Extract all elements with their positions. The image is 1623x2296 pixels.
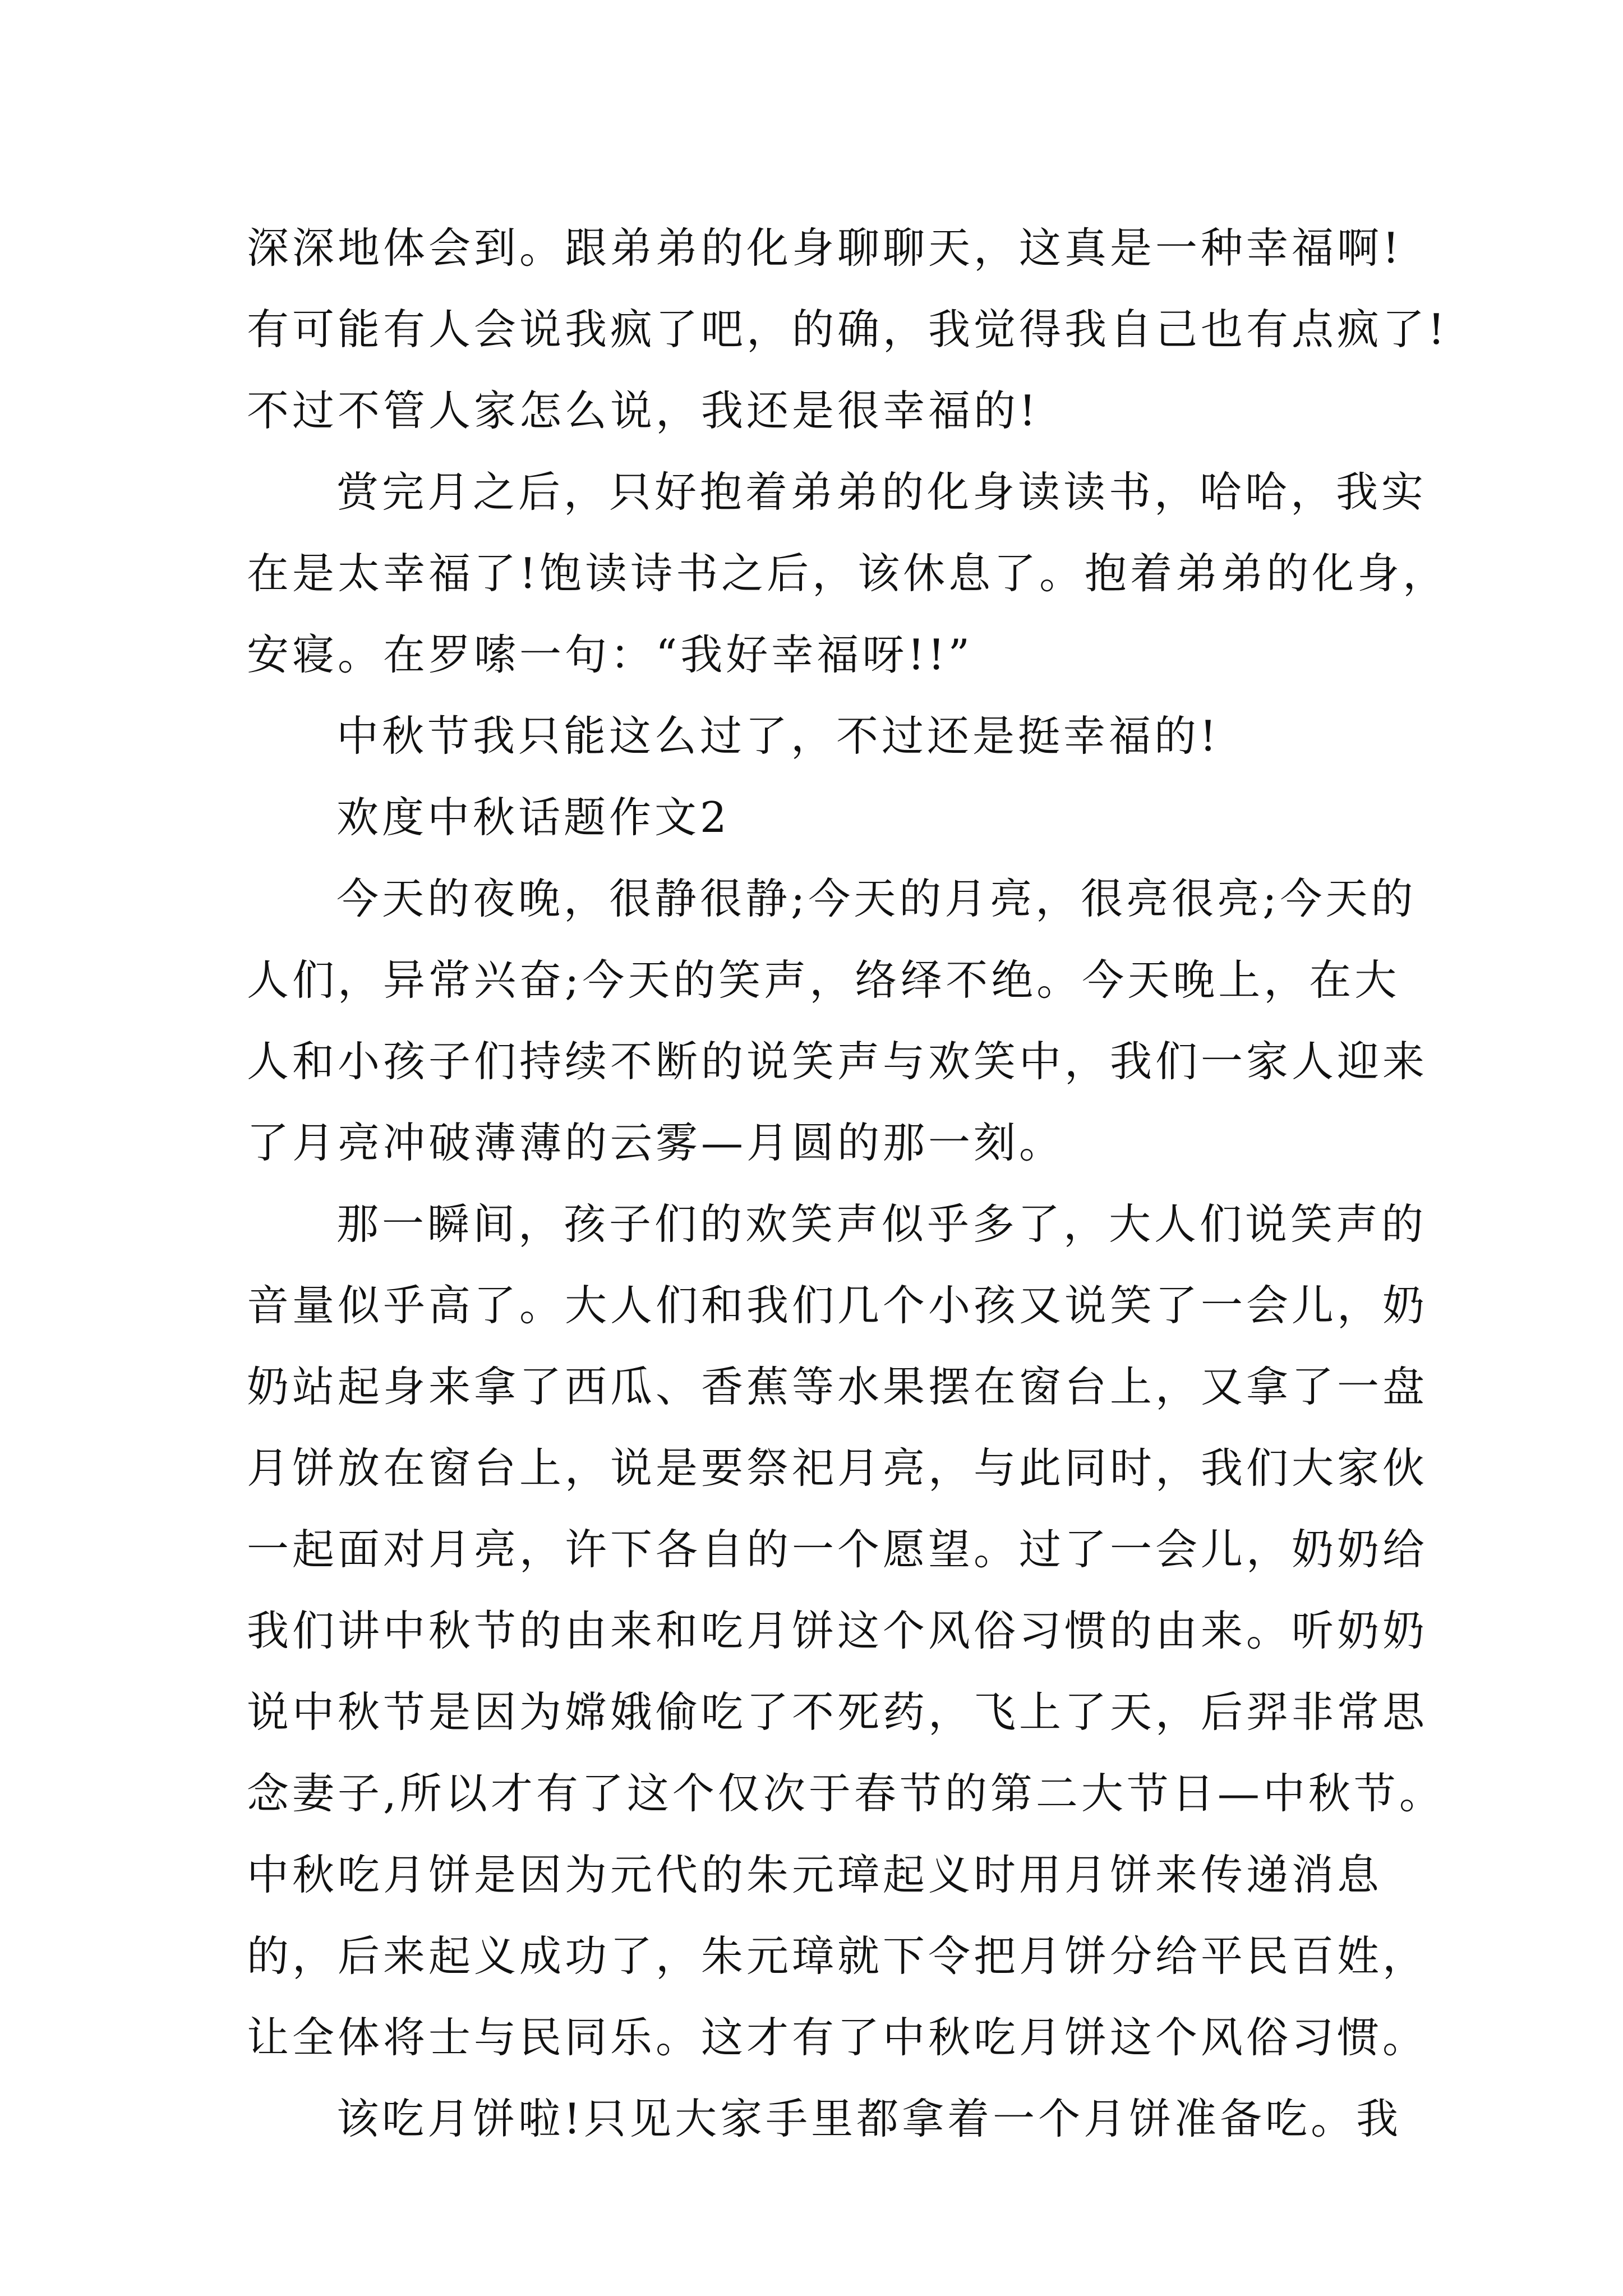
text-line: 人和小孩子们持续不断的说笑声与欢笑中，我们一家人迎来	[247, 1037, 1428, 1086]
paragraph-start-line: 今天的夜晚，很静很静;今天的月亮，很亮很亮;今天的	[336, 874, 1417, 923]
text-line: 说中秋节是因为嫦娥偷吃了不死药，飞上了天，后羿非常思	[247, 1687, 1428, 1737]
text-line: 不过不管人家怎么说，我还是很幸福的!	[247, 386, 1040, 435]
paragraph-start-line: 赏完月之后，只好抱着弟弟的化身读读书，哈哈，我实	[336, 467, 1427, 517]
text-line: 让全体将士与民同乐。这才有了中秋吃月饼这个风俗习惯。	[247, 2013, 1428, 2062]
paragraph-start-line: 该吃月饼啦!只见大家手里都拿着一个月饼准备吃。我	[336, 2094, 1402, 2143]
text-line: 念妻子,所以才有了这个仅次于春节的第二大节日—中秋节。	[247, 1769, 1445, 1818]
text-line: 中秋吃月饼是因为元代的朱元璋起义时用月饼来传递消息	[247, 1850, 1383, 1899]
section-heading: 欢度中秋话题作文2	[336, 793, 730, 842]
text-line: 有可能有人会说我疯了吧，的确，我觉得我自己也有点疯了!	[247, 305, 1449, 354]
text-line: 安寝。在罗嗦一句：“我好幸福呀!!”	[247, 630, 973, 679]
text-line: 月饼放在窗台上，说是要祭祀月亮，与此同时，我们大家伙	[247, 1443, 1428, 1493]
text-line: 的，后来起义成功了，朱元璋就下令把月饼分给平民百姓，	[247, 1931, 1428, 1981]
text-line: 人们，异常兴奋;今天的笑声，络绎不绝。今天晚上，在大	[247, 955, 1400, 1005]
text-line: 了月亮冲破薄薄的云雾—月圆的那一刻。	[247, 1118, 1065, 1167]
text-line: 在是太幸福了!饱读诗书之后，该休息了。抱着弟弟的化身，	[247, 549, 1449, 598]
paragraph-start-line: 那一瞬间，孩子们的欢笑声似乎多了，大人们说笑声的	[336, 1199, 1427, 1249]
paragraph-start-line: 中秋节我只能这么过了，不过还是挺幸福的!	[336, 711, 1220, 761]
text-line: 一起面对月亮，许下各自的一个愿望。过了一会儿，奶奶给	[247, 1525, 1428, 1574]
text-line: 音量似乎高了。大人们和我们几个小孩又说笑了一会儿，奶	[247, 1281, 1428, 1330]
text-line: 奶站起身来拿了西瓜、香蕉等水果摆在窗台上，又拿了一盘	[247, 1362, 1428, 1411]
document-body	[247, 208, 1449, 2160]
text-line: 深深地体会到。跟弟弟的化身聊聊天，这真是一种幸福啊!	[247, 223, 1403, 273]
text-line: 我们讲中秋节的由来和吃月饼这个风俗习惯的由来。听奶奶	[247, 1606, 1428, 1655]
